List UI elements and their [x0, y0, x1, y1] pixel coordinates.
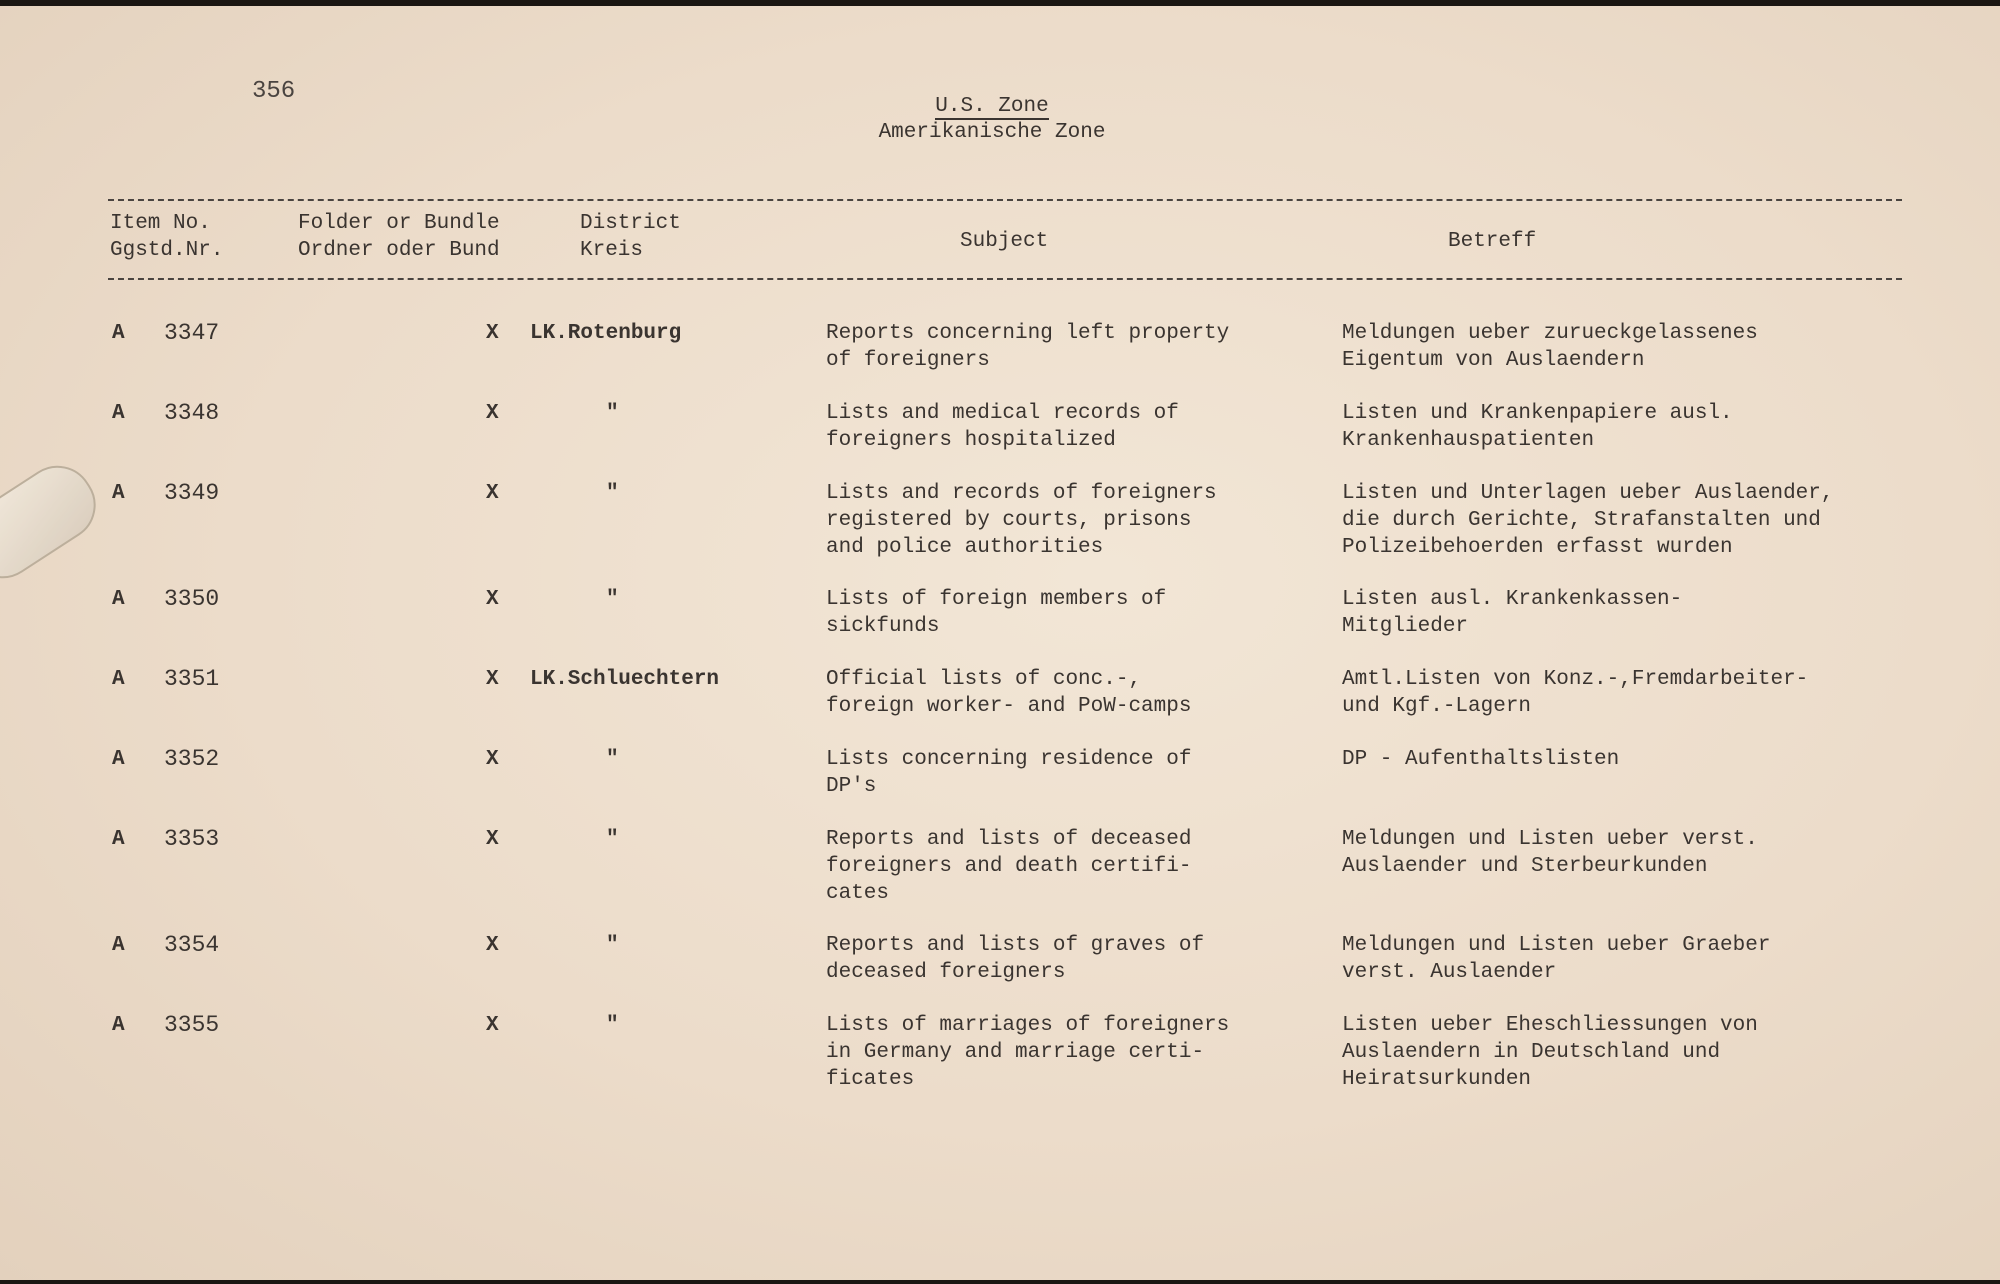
subject: [826, 400, 1296, 454]
subject-line: and police authorities: [826, 536, 1104, 559]
item-number: 3350: [164, 586, 220, 612]
header-district: District Kreis: [580, 212, 681, 262]
subject: [826, 932, 1296, 986]
subject-line: Reports and lists of graves of: [826, 934, 1205, 957]
betreff-line: Auslaendern in Deutschland und: [1342, 1041, 1721, 1064]
folder-mark: X: [486, 402, 499, 425]
item-number: 3348: [164, 400, 220, 426]
folder-mark: X: [486, 588, 499, 611]
subject-line: Lists and records of foreigners: [826, 482, 1217, 505]
subject-line: Official lists of conc.-,: [826, 668, 1142, 691]
subject-line: Lists of foreign members of: [826, 588, 1167, 611]
document-page: [0, 6, 2000, 1280]
betreff-line: die durch Gerichte, Strafanstalten und: [1342, 509, 1821, 532]
betreff-line: Mitglieder: [1342, 615, 1469, 638]
item-number: 3355: [164, 1012, 220, 1038]
subject-line: Lists concerning residence of: [826, 748, 1192, 771]
item-number: 3354: [164, 932, 220, 958]
betreff-line: Meldungen und Listen ueber Graeber: [1342, 934, 1771, 957]
folder-mark: X: [486, 934, 499, 957]
item-number: 3352: [164, 746, 220, 772]
header-folder: Folder or Bundle Ordner oder Bund: [298, 212, 500, 262]
item-letter: A: [112, 668, 125, 691]
item-letter: A: [112, 322, 125, 345]
folder-mark: X: [486, 748, 499, 771]
subject-line: registered by courts, prisons: [826, 509, 1192, 532]
betreff-line: Polizeibehoerden erfasst wurden: [1342, 536, 1733, 559]
betreff-line: DP - Aufenthaltslisten: [1342, 748, 1620, 771]
betreff-line: Listen und Krankenpapiere ausl.: [1342, 402, 1733, 425]
header-betreff: Betreff: [1448, 230, 1537, 253]
header-item-no: Item No. Ggstd.Nr.: [110, 212, 224, 262]
betreff-line: Meldungen und Listen ueber verst.: [1342, 828, 1758, 851]
subject: [826, 586, 1296, 640]
betreff-line: Krankenhauspatienten: [1342, 429, 1595, 452]
page-title: [832, 94, 1152, 146]
betreff-line: Auslaender und Sterbeurkunden: [1342, 855, 1708, 878]
subject-line: Lists of marriages of foreigners: [826, 1014, 1230, 1037]
paper-clip: [0, 452, 109, 592]
subject: [826, 320, 1296, 374]
subject-line: in Germany and marriage certi-: [826, 1041, 1205, 1064]
district: LK.Schluechtern: [530, 668, 720, 691]
subject-line: cates: [826, 882, 890, 905]
district: ": [606, 934, 619, 957]
item-letter: A: [112, 934, 125, 957]
district: ": [606, 402, 619, 425]
folder-mark: X: [486, 1014, 499, 1037]
subject-line: foreigners and death certifi-: [826, 855, 1192, 878]
district: ": [606, 588, 619, 611]
item-letter: A: [112, 482, 125, 505]
item-letter: A: [112, 1014, 125, 1037]
betreff-line: Listen ausl. Krankenkassen-: [1342, 588, 1683, 611]
betreff: [1342, 746, 1902, 773]
item-number: 3349: [164, 480, 220, 506]
subject-line: ficates: [826, 1068, 915, 1091]
item-letter: A: [112, 402, 125, 425]
district: ": [606, 482, 619, 505]
subject-line: foreigners hospitalized: [826, 429, 1116, 452]
subject-line: deceased foreigners: [826, 961, 1066, 984]
subject-line: Reports concerning left property: [826, 322, 1230, 345]
district: ": [606, 748, 619, 771]
betreff: [1342, 480, 1902, 561]
item-letter: A: [112, 588, 125, 611]
betreff-line: Listen ueber Eheschliessungen von: [1342, 1014, 1758, 1037]
betreff-line: und Kgf.-Lagern: [1342, 695, 1532, 718]
subject: [826, 480, 1296, 561]
subject-line: foreign worker- and PoW-camps: [826, 695, 1192, 718]
item-number: 3353: [164, 826, 220, 852]
folder-mark: X: [486, 482, 499, 505]
subject: [826, 826, 1296, 907]
subject: [826, 666, 1296, 720]
folder-mark: X: [486, 322, 499, 345]
folder-mark: X: [486, 668, 499, 691]
betreff-line: Listen und Unterlagen ueber Auslaender,: [1342, 482, 1834, 505]
subject-line: Lists and medical records of: [826, 402, 1179, 425]
subject: [826, 746, 1296, 800]
betreff-line: Meldungen ueber zurueckgelassenes: [1342, 322, 1758, 345]
betreff-line: Amtl.Listen von Konz.-,Fremdarbeiter-: [1342, 668, 1809, 691]
subject-line: sickfunds: [826, 615, 940, 638]
title-english: U.S. Zone: [935, 95, 1049, 118]
district: ": [606, 1014, 619, 1037]
header-top-rule: [108, 199, 1902, 201]
item-number: 3347: [164, 320, 220, 346]
district: ": [606, 828, 619, 851]
betreff: [1342, 666, 1902, 720]
betreff: [1342, 1012, 1902, 1093]
item-letter: A: [112, 828, 125, 851]
item-letter: A: [112, 748, 125, 771]
subject-line: DP's: [826, 775, 877, 798]
item-number: 3351: [164, 666, 220, 692]
folder-mark: X: [486, 828, 499, 851]
subject-line: Reports and lists of deceased: [826, 828, 1192, 851]
subject: [826, 1012, 1296, 1093]
header-bottom-rule: [108, 278, 1902, 280]
betreff: [1342, 320, 1902, 374]
title-german: Amerikanische Zone: [878, 121, 1106, 144]
header-subject: Subject: [960, 230, 1049, 253]
district: LK.Rotenburg: [530, 322, 682, 345]
betreff: [1342, 826, 1902, 880]
betreff-line: Heiratsurkunden: [1342, 1068, 1532, 1091]
betreff-line: Eigentum von Auslaendern: [1342, 349, 1645, 372]
subject-line: of foreigners: [826, 349, 990, 372]
page-number: 356: [252, 78, 296, 105]
betreff: [1342, 586, 1902, 640]
betreff: [1342, 400, 1902, 454]
betreff-line: verst. Auslaender: [1342, 961, 1557, 984]
betreff: [1342, 932, 1902, 986]
